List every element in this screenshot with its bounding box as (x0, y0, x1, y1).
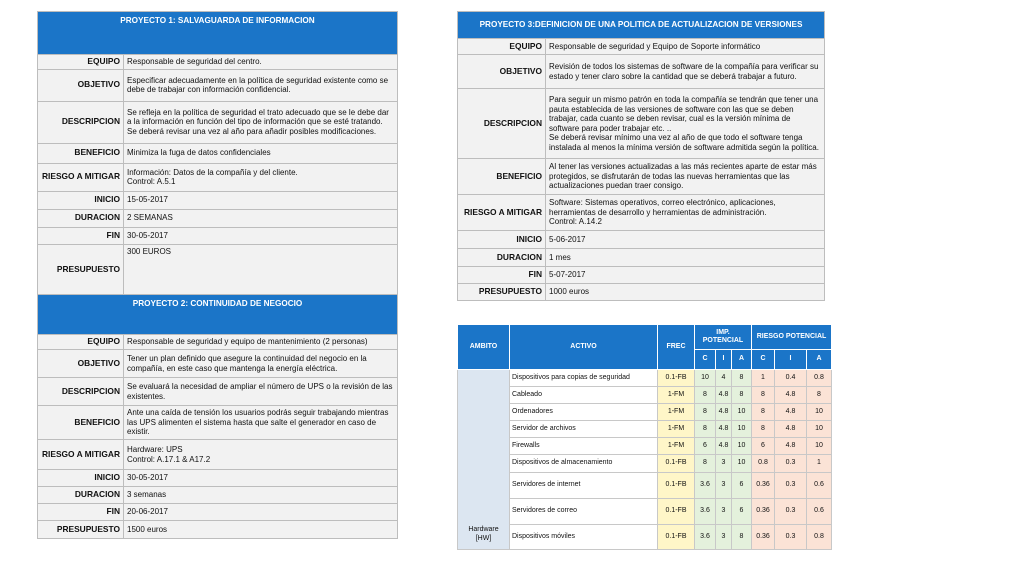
ambito-cell: Hardware [HW] (458, 370, 510, 550)
proyecto-2-title: PROYECTO 2: CONTINUIDAD DE NEGOCIO (38, 295, 398, 335)
riesgo-cell: 0.36 (752, 473, 775, 499)
row-label: PRESUPUESTO (38, 521, 124, 539)
imp-cell: 8 (732, 370, 752, 387)
imp-cell: 8 (732, 525, 752, 550)
riesgo-cell: 10 (807, 438, 832, 455)
imp-cell: 6 (732, 499, 752, 525)
table-row (458, 404, 832, 421)
riesgo-cell: 0.3 (775, 525, 807, 550)
imp-cell: 3 (716, 455, 732, 473)
riesgo-cell: 0.36 (752, 525, 775, 550)
row-label: DESCRIPCION (38, 378, 124, 406)
proyecto-2-table (37, 294, 398, 539)
row-value: 30-05-2017 (124, 227, 398, 244)
imp-cell: 4.8 (716, 387, 732, 404)
row-value: Responsable de seguridad y equipo de mantenimiento (2 personas) (124, 335, 398, 350)
row-value: 30-05-2017 (124, 470, 398, 487)
imp-cell: 10 (732, 438, 752, 455)
activo-cell: Servidores de internet (510, 473, 658, 499)
row-value: 15-05-2017 (124, 191, 398, 209)
riesgo-cell: 4.8 (775, 387, 807, 404)
imp-cell: 4.8 (716, 404, 732, 421)
row-label: OBJETIVO (38, 350, 124, 378)
row-label: INICIO (38, 191, 124, 209)
header-riesgo-potencial: RIESGO POTENCIAL (752, 325, 832, 350)
header-frec: FREC (658, 325, 695, 370)
row-value: Tener un plan definido que asegure la continuidad del negocio en la compañía, en este caso que mantenga la energía eléctrica. (124, 350, 398, 378)
row-value: 20-06-2017 (124, 504, 398, 521)
row-value: 5-07-2017 (546, 267, 825, 284)
imp-cell: 6 (695, 438, 716, 455)
row-value: 5-06-2017 (546, 231, 825, 249)
riesgo-cell: 8 (807, 387, 832, 404)
frec-cell: 0.1-FB (658, 499, 695, 525)
riesgo-cell: 4.8 (775, 404, 807, 421)
table-row (458, 525, 832, 550)
frec-cell: 0.1-FB (658, 455, 695, 473)
row-label: DURACION (38, 487, 124, 504)
row-label: FIN (38, 227, 124, 244)
frec-cell: 1-FM (658, 387, 695, 404)
header-sub-a: A (807, 350, 832, 370)
imp-cell: 8 (695, 404, 716, 421)
row-label: RIESGO A MITIGAR (38, 163, 124, 191)
activo-cell: Dispositivos de almacenamiento (510, 455, 658, 473)
proyecto-3-title: PROYECTO 3:DEFINICION DE UNA POLITICA DE ACTUALIZACION DE VERSIONES (458, 12, 825, 39)
row-value: Software: Sistemas operativos, correo electrónico, aplicaciones, herramientas de desarrollo y herramientas de administración. Control: A.14.2 (546, 195, 825, 231)
row-label: PRESUPUESTO (38, 244, 124, 295)
riesgo-cell: 0.8 (752, 455, 775, 473)
row-value: Responsable de seguridad y Equipo de Soporte informático (546, 39, 825, 55)
imp-cell: 10 (732, 404, 752, 421)
row-label: INICIO (458, 231, 546, 249)
riesgo-cell: 8 (752, 387, 775, 404)
row-label: OBJETIVO (458, 55, 546, 89)
row-value: Responsable de seguridad del centro. (124, 55, 398, 70)
header-sub-a: A (732, 350, 752, 370)
row-value: 1 mes (546, 249, 825, 267)
activo-cell: Firewalls (510, 438, 658, 455)
row-value: 2 SEMANAS (124, 209, 398, 227)
row-label: EQUIPO (458, 39, 546, 55)
risk-analysis-table (457, 324, 832, 550)
riesgo-cell: 8 (752, 404, 775, 421)
frec-cell: 0.1-FB (658, 370, 695, 387)
imp-cell: 3.6 (695, 499, 716, 525)
table-row (458, 421, 832, 438)
riesgo-cell: 4.8 (775, 438, 807, 455)
riesgo-cell: 0.8 (807, 525, 832, 550)
riesgo-cell: 0.3 (775, 455, 807, 473)
row-value: Minimiza la fuga de datos confidenciales (124, 143, 398, 163)
row-value: Se evaluará la necesidad de ampliar el número de UPS o la revisión de las existentes. (124, 378, 398, 406)
row-value: Se refleja en la política de seguridad el trato adecuado que se le debe dar a la información en función del tipo de información que se esté tratando. Se deberá revisar una vez al año para añadir posibles modificaciones. (124, 101, 398, 143)
header-sub-i: I (775, 350, 807, 370)
frec-cell: 0.1-FB (658, 473, 695, 499)
table-row (458, 473, 832, 499)
header-imp-potencial: IMP. POTENCIAL (695, 325, 752, 350)
imp-cell: 4.8 (716, 421, 732, 438)
row-label: RIESGO A MITIGAR (38, 440, 124, 470)
riesgo-cell: 1 (807, 455, 832, 473)
activo-cell: Dispositivos móviles (510, 525, 658, 550)
table-row (458, 387, 832, 404)
header-sub-c: C (752, 350, 775, 370)
row-label: PRESUPUESTO (458, 284, 546, 301)
row-label: EQUIPO (38, 55, 124, 70)
activo-cell: Servidores de correo (510, 499, 658, 525)
row-label: FIN (38, 504, 124, 521)
riesgo-cell: 0.8 (807, 370, 832, 387)
table-row (458, 370, 832, 387)
riesgo-cell: 0.6 (807, 499, 832, 525)
row-label: FIN (458, 267, 546, 284)
row-value: 3 semanas (124, 487, 398, 504)
row-value: Hardware: UPS Control: A.17.1 & A17.2 (124, 440, 398, 470)
riesgo-cell: 0.36 (752, 499, 775, 525)
row-value: Información: Datos de la compañía y del cliente. Control: A.5.1 (124, 163, 398, 191)
proyecto-1-title: PROYECTO 1: SALVAGUARDA DE INFORMACION (38, 12, 398, 55)
header-sub-i: I (716, 350, 732, 370)
activo-cell: Servidor de archivos (510, 421, 658, 438)
riesgo-cell: 6 (752, 438, 775, 455)
imp-cell: 8 (695, 387, 716, 404)
row-value: 1500 euros (124, 521, 398, 539)
activo-cell: Cableado (510, 387, 658, 404)
row-value: Especificar adecuadamente en la política de seguridad existente como se debe de trabajar con información confidencial. (124, 69, 398, 101)
table-row (458, 499, 832, 525)
header-activo: ACTIVO (510, 325, 658, 370)
riesgo-cell: 1 (752, 370, 775, 387)
row-value: 1000 euros (546, 284, 825, 301)
row-label: INICIO (38, 470, 124, 487)
table-row (458, 455, 832, 473)
imp-cell: 10 (695, 370, 716, 387)
imp-cell: 8 (695, 421, 716, 438)
imp-cell: 4 (716, 370, 732, 387)
row-value: Ante una caída de tensión los usuarios podrás seguir trabajando mientras las UPS alimenten el sistema hasta que salte el generador en caso de existir. (124, 406, 398, 440)
row-label: BENEFICIO (38, 143, 124, 163)
imp-cell: 3 (716, 499, 732, 525)
row-label: RIESGO A MITIGAR (458, 195, 546, 231)
imp-cell: 3 (716, 525, 732, 550)
imp-cell: 10 (732, 421, 752, 438)
row-label: OBJETIVO (38, 69, 124, 101)
row-label: DESCRIPCION (38, 101, 124, 143)
row-label: BENEFICIO (38, 406, 124, 440)
row-label: BENEFICIO (458, 159, 546, 195)
imp-cell: 3.6 (695, 473, 716, 499)
table-row (458, 438, 832, 455)
riesgo-cell: 0.3 (775, 499, 807, 525)
riesgo-cell: 0.4 (775, 370, 807, 387)
imp-cell: 3.6 (695, 525, 716, 550)
imp-cell: 6 (732, 473, 752, 499)
header-sub-c: C (695, 350, 716, 370)
frec-cell: 1-FM (658, 438, 695, 455)
frec-cell: 1-FM (658, 404, 695, 421)
activo-cell: Ordenadores (510, 404, 658, 421)
row-value: Revisión de todos los sistemas de software de la compañía para verificar su estado y tener claro sobre la cantidad que se deberá trabajar a futuro. (546, 55, 825, 89)
row-value: 300 EUROS (124, 244, 398, 295)
riesgo-cell: 4.8 (775, 421, 807, 438)
frec-cell: 1-FM (658, 421, 695, 438)
riesgo-cell: 10 (807, 404, 832, 421)
proyecto-3-table (457, 11, 825, 301)
header-ambito: AMBITO (458, 325, 510, 370)
proyecto-1-table (37, 11, 398, 296)
imp-cell: 8 (732, 387, 752, 404)
imp-cell: 10 (732, 455, 752, 473)
imp-cell: 8 (695, 455, 716, 473)
riesgo-cell: 0.6 (807, 473, 832, 499)
row-value: Para seguir un mismo patrón en toda la compañía se tendrán que tener una pauta establecida de las versiones de software con las que se deben trabajar, cada cuanto se deben revisar, cual es la versión mínima de software para poder trabajar etc. .. Se deberá revisar mínimo una vez al año de que todo el software tenga instalada al menos la mínima versión de software admitida según la política. (546, 89, 825, 159)
activo-cell: Dispositivos para copias de seguridad (510, 370, 658, 387)
riesgo-cell: 0.3 (775, 473, 807, 499)
row-label: EQUIPO (38, 335, 124, 350)
row-label: DURACION (38, 209, 124, 227)
row-label: DESCRIPCION (458, 89, 546, 159)
frec-cell: 0.1-FB (658, 525, 695, 550)
imp-cell: 3 (716, 473, 732, 499)
row-value: Al tener las versiones actualizadas a las más recientes aparte de estar más protegidos, se disfrutarán de todas las nuevas herramientas que las actualizaciones puedan traer consigo. (546, 159, 825, 195)
imp-cell: 4.8 (716, 438, 732, 455)
row-label: DURACION (458, 249, 546, 267)
riesgo-cell: 10 (807, 421, 832, 438)
riesgo-cell: 8 (752, 421, 775, 438)
